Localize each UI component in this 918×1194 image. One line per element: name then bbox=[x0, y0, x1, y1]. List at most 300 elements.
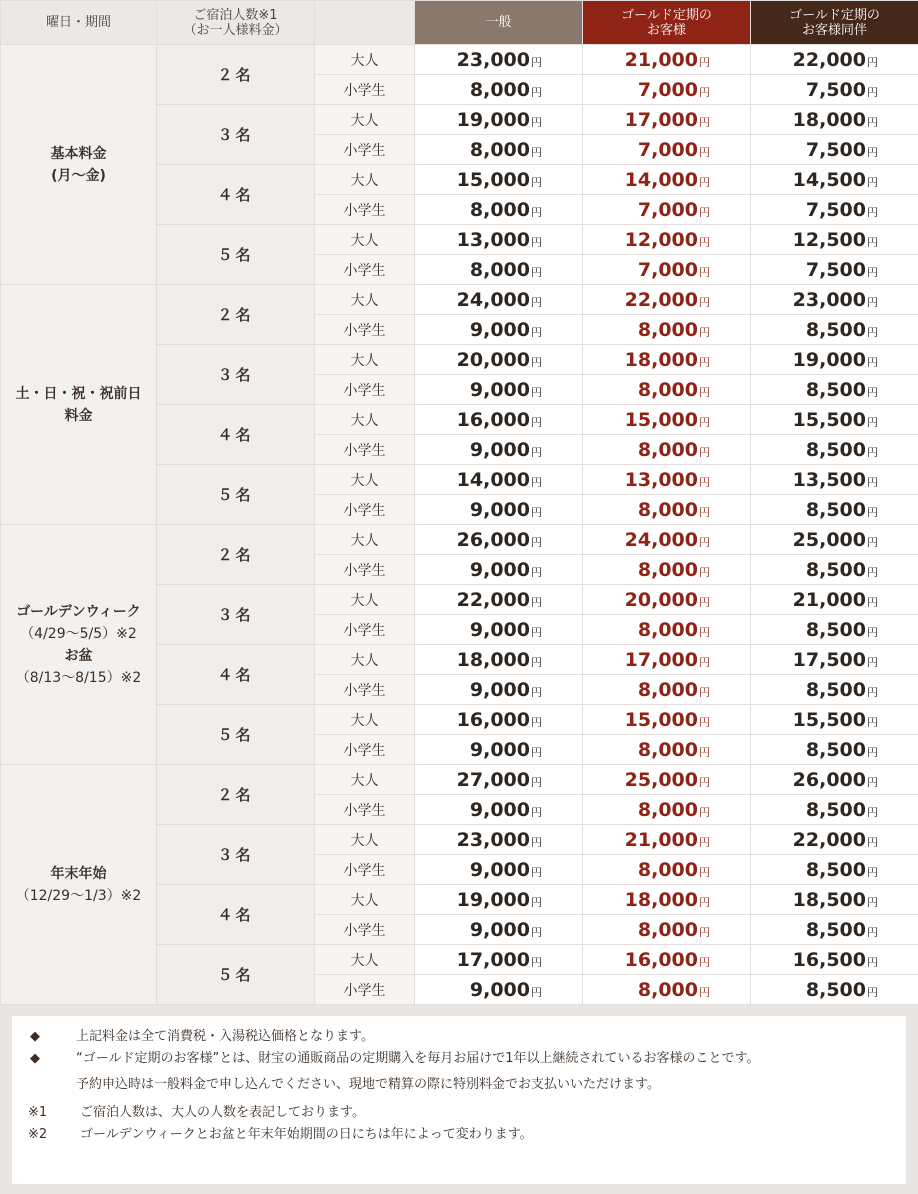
age-type-cell: 小学生 bbox=[315, 855, 415, 885]
yen-unit: 円 bbox=[531, 775, 542, 789]
price-companion-cell bbox=[751, 285, 918, 315]
yen-unit: 円 bbox=[699, 415, 710, 429]
age-type-cell: 大人 bbox=[315, 945, 415, 975]
price-value: 21,000 bbox=[624, 828, 698, 851]
yen-unit: 円 bbox=[699, 85, 710, 99]
price-value: 15,000 bbox=[624, 408, 698, 431]
price-gold-cell bbox=[583, 975, 751, 1005]
yen-unit: 円 bbox=[699, 535, 710, 549]
price-value: 9,000 bbox=[469, 618, 530, 641]
yen-unit: 円 bbox=[867, 265, 878, 279]
price-value: 7,000 bbox=[637, 198, 698, 221]
guest-count-cell: ５名 bbox=[157, 465, 315, 525]
price-general-cell bbox=[415, 75, 583, 105]
price-value: 7,500 bbox=[805, 138, 866, 161]
price-gold-cell bbox=[583, 855, 751, 885]
guest-count-cell: ３名 bbox=[157, 345, 315, 405]
price-general-cell bbox=[415, 585, 583, 615]
price-gold-cell bbox=[583, 375, 751, 405]
yen-unit: 円 bbox=[699, 505, 710, 519]
price-value: 7,000 bbox=[637, 78, 698, 101]
yen-unit: 円 bbox=[699, 955, 710, 969]
price-value: 14,000 bbox=[456, 468, 530, 491]
yen-unit: 円 bbox=[699, 865, 710, 879]
price-gold-cell bbox=[583, 645, 751, 675]
yen-unit: 円 bbox=[531, 715, 542, 729]
price-value: 18,000 bbox=[624, 348, 698, 371]
yen-unit: 円 bbox=[699, 985, 710, 999]
yen-unit: 円 bbox=[867, 865, 878, 879]
age-type-cell: 大人 bbox=[315, 765, 415, 795]
price-value: 15,500 bbox=[792, 408, 866, 431]
price-companion-cell bbox=[751, 165, 918, 195]
price-value: 8,000 bbox=[637, 678, 698, 701]
guest-count-cell: ２名 bbox=[157, 525, 315, 585]
price-value: 25,000 bbox=[792, 528, 866, 551]
age-type-cell: 小学生 bbox=[315, 735, 415, 765]
table-row bbox=[1, 765, 918, 795]
price-gold-cell bbox=[583, 765, 751, 795]
price-value: 16,000 bbox=[456, 408, 530, 431]
age-type-cell: 大人 bbox=[315, 225, 415, 255]
yen-unit: 円 bbox=[699, 475, 710, 489]
price-value: 8,000 bbox=[637, 918, 698, 941]
yen-unit: 円 bbox=[867, 295, 878, 309]
guest-count-cell: ４名 bbox=[157, 165, 315, 225]
yen-unit: 円 bbox=[699, 595, 710, 609]
price-value: 8,500 bbox=[805, 918, 866, 941]
diamond-bullet-icon: ◆ bbox=[30, 1051, 40, 1066]
price-general-cell bbox=[415, 795, 583, 825]
guest-count-cell: ３名 bbox=[157, 825, 315, 885]
price-gold-cell bbox=[583, 795, 751, 825]
yen-unit: 円 bbox=[699, 805, 710, 819]
price-value: 9,000 bbox=[469, 558, 530, 581]
price-general-cell bbox=[415, 465, 583, 495]
price-general-cell bbox=[415, 945, 583, 975]
price-general-cell bbox=[415, 675, 583, 705]
price-value: 14,000 bbox=[624, 168, 698, 191]
price-value: 7,000 bbox=[637, 138, 698, 161]
price-gold-cell bbox=[583, 105, 751, 135]
price-value: 17,000 bbox=[456, 948, 530, 971]
price-value: 9,000 bbox=[469, 918, 530, 941]
price-gold-cell bbox=[583, 525, 751, 555]
yen-unit: 円 bbox=[867, 415, 878, 429]
price-gold-cell bbox=[583, 615, 751, 645]
age-type-cell: 大人 bbox=[315, 885, 415, 915]
price-value: 21,000 bbox=[792, 588, 866, 611]
price-general-cell bbox=[415, 135, 583, 165]
yen-unit: 円 bbox=[699, 775, 710, 789]
price-companion-cell bbox=[751, 555, 918, 585]
price-value: 8,000 bbox=[469, 258, 530, 281]
yen-unit: 円 bbox=[531, 865, 542, 879]
yen-unit: 円 bbox=[867, 655, 878, 669]
age-type-cell: 小学生 bbox=[315, 375, 415, 405]
price-companion-cell bbox=[751, 795, 918, 825]
price-value: 13,000 bbox=[456, 228, 530, 251]
yen-unit: 円 bbox=[867, 205, 878, 219]
yen-unit: 円 bbox=[699, 655, 710, 669]
age-type-cell: 大人 bbox=[315, 345, 415, 375]
price-general-cell bbox=[415, 105, 583, 135]
price-gold-cell bbox=[583, 165, 751, 195]
age-type-cell: 大人 bbox=[315, 285, 415, 315]
price-value: 8,500 bbox=[805, 438, 866, 461]
price-general-cell bbox=[415, 285, 583, 315]
price-gold-cell bbox=[583, 825, 751, 855]
yen-unit: 円 bbox=[867, 835, 878, 849]
guest-count-cell: ２名 bbox=[157, 45, 315, 105]
yen-unit: 円 bbox=[699, 385, 710, 399]
yen-unit: 円 bbox=[867, 175, 878, 189]
price-general-cell bbox=[415, 45, 583, 75]
yen-unit: 円 bbox=[531, 625, 542, 639]
age-type-cell: 小学生 bbox=[315, 315, 415, 345]
yen-unit: 円 bbox=[699, 355, 710, 369]
price-value: 8,000 bbox=[637, 858, 698, 881]
yen-unit: 円 bbox=[699, 715, 710, 729]
price-value: 24,000 bbox=[456, 288, 530, 311]
period-label: 料金 bbox=[64, 407, 93, 424]
price-value: 13,000 bbox=[624, 468, 698, 491]
age-type-cell: 大人 bbox=[315, 525, 415, 555]
yen-unit: 円 bbox=[531, 835, 542, 849]
price-value: 7,500 bbox=[805, 198, 866, 221]
price-value: 23,000 bbox=[792, 288, 866, 311]
price-value: 16,000 bbox=[456, 708, 530, 731]
period-label: （4/29〜5/5）※2 bbox=[20, 625, 137, 642]
notes-box bbox=[12, 1016, 906, 1184]
price-companion-cell bbox=[751, 105, 918, 135]
price-general-cell bbox=[415, 345, 583, 375]
price-value: 18,000 bbox=[792, 108, 866, 131]
price-value: 18,000 bbox=[456, 648, 530, 671]
note-line bbox=[28, 1048, 890, 1070]
price-value: 9,000 bbox=[469, 738, 530, 761]
price-value: 22,000 bbox=[456, 588, 530, 611]
price-gold-cell bbox=[583, 45, 751, 75]
age-type-cell: 小学生 bbox=[315, 795, 415, 825]
price-general-cell bbox=[415, 225, 583, 255]
age-type-cell: 小学生 bbox=[315, 195, 415, 225]
yen-unit: 円 bbox=[531, 925, 542, 939]
price-gold-cell bbox=[583, 915, 751, 945]
header-companion: ゴールド定期の お客様同伴 bbox=[751, 1, 918, 45]
price-value: 15,500 bbox=[792, 708, 866, 731]
yen-unit: 円 bbox=[867, 745, 878, 759]
yen-unit: 円 bbox=[531, 55, 542, 69]
yen-unit: 円 bbox=[531, 175, 542, 189]
price-gold-cell bbox=[583, 135, 751, 165]
price-value: 26,000 bbox=[456, 528, 530, 551]
price-companion-cell bbox=[751, 615, 918, 645]
price-value: 8,500 bbox=[805, 378, 866, 401]
yen-unit: 円 bbox=[531, 655, 542, 669]
header-type bbox=[315, 1, 415, 45]
price-value: 8,000 bbox=[637, 378, 698, 401]
price-value: 8,500 bbox=[805, 558, 866, 581]
guest-count-cell: ５名 bbox=[157, 705, 315, 765]
yen-unit: 円 bbox=[867, 985, 878, 999]
price-value: 16,500 bbox=[792, 948, 866, 971]
price-companion-cell bbox=[751, 585, 918, 615]
guest-count-cell: ３名 bbox=[157, 105, 315, 165]
price-gold-cell bbox=[583, 255, 751, 285]
yen-unit: 円 bbox=[867, 565, 878, 579]
price-gold-cell bbox=[583, 435, 751, 465]
price-general-cell bbox=[415, 915, 583, 945]
yen-unit: 円 bbox=[867, 475, 878, 489]
yen-unit: 円 bbox=[699, 175, 710, 189]
age-type-cell: 小学生 bbox=[315, 555, 415, 585]
yen-unit: 円 bbox=[867, 55, 878, 69]
price-value: 14,500 bbox=[792, 168, 866, 191]
yen-unit: 円 bbox=[699, 205, 710, 219]
price-companion-cell bbox=[751, 525, 918, 555]
yen-unit: 円 bbox=[699, 235, 710, 249]
price-value: 9,000 bbox=[469, 498, 530, 521]
price-value: 12,500 bbox=[792, 228, 866, 251]
price-value: 7,000 bbox=[637, 258, 698, 281]
note-text: “ゴールド定期のお客様”とは、財宝の通販商品の定期購入を毎月お届けで1年以上継続されているお客様のことです。 bbox=[76, 1051, 760, 1066]
yen-unit: 円 bbox=[867, 625, 878, 639]
price-value: 22,000 bbox=[792, 828, 866, 851]
yen-unit: 円 bbox=[531, 475, 542, 489]
guest-count-cell: ２名 bbox=[157, 765, 315, 825]
header-general: 一般 bbox=[415, 1, 583, 45]
yen-unit: 円 bbox=[699, 325, 710, 339]
price-value: 19,000 bbox=[456, 108, 530, 131]
price-value: 22,000 bbox=[624, 288, 698, 311]
yen-unit: 円 bbox=[531, 895, 542, 909]
price-general-cell bbox=[415, 255, 583, 285]
price-companion-cell bbox=[751, 705, 918, 735]
price-value: 9,000 bbox=[469, 378, 530, 401]
price-companion-cell bbox=[751, 885, 918, 915]
price-companion-cell bbox=[751, 975, 918, 1005]
price-value: 8,000 bbox=[637, 798, 698, 821]
price-value: 8,000 bbox=[469, 198, 530, 221]
age-type-cell: 小学生 bbox=[315, 255, 415, 285]
yen-unit: 円 bbox=[867, 85, 878, 99]
yen-unit: 円 bbox=[867, 535, 878, 549]
price-value: 8,000 bbox=[637, 978, 698, 1001]
yen-unit: 円 bbox=[867, 325, 878, 339]
price-value: 24,000 bbox=[624, 528, 698, 551]
price-value: 20,000 bbox=[624, 588, 698, 611]
period-label: (月〜金) bbox=[51, 167, 106, 184]
note-text: 上記料金は全て消費税・入湯税込価格となります。 bbox=[76, 1029, 374, 1044]
price-table-body bbox=[1, 45, 918, 1005]
age-type-cell: 小学生 bbox=[315, 675, 415, 705]
price-value: 17,000 bbox=[624, 648, 698, 671]
note-line bbox=[28, 1102, 890, 1124]
price-gold-cell bbox=[583, 885, 751, 915]
yen-unit: 円 bbox=[699, 445, 710, 459]
note-text: ご宿泊人数は、大人の人数を表記しております。 bbox=[80, 1105, 365, 1120]
price-general-cell bbox=[415, 165, 583, 195]
price-value: 8,000 bbox=[637, 318, 698, 341]
guest-count-cell: ２名 bbox=[157, 285, 315, 345]
price-value: 8,500 bbox=[805, 318, 866, 341]
price-general-cell bbox=[415, 735, 583, 765]
price-value: 20,000 bbox=[456, 348, 530, 371]
price-value: 8,000 bbox=[637, 558, 698, 581]
yen-unit: 円 bbox=[867, 115, 878, 129]
price-companion-cell bbox=[751, 765, 918, 795]
price-value: 9,000 bbox=[469, 678, 530, 701]
yen-unit: 円 bbox=[531, 235, 542, 249]
price-value: 8,500 bbox=[805, 498, 866, 521]
price-value: 18,000 bbox=[624, 888, 698, 911]
price-companion-cell bbox=[751, 435, 918, 465]
price-value: 7,500 bbox=[805, 258, 866, 281]
price-value: 27,000 bbox=[456, 768, 530, 791]
price-general-cell bbox=[415, 435, 583, 465]
price-value: 15,000 bbox=[624, 708, 698, 731]
price-value: 21,000 bbox=[624, 48, 698, 71]
price-value: 23,000 bbox=[456, 48, 530, 71]
yen-unit: 円 bbox=[699, 925, 710, 939]
age-type-cell: 小学生 bbox=[315, 975, 415, 1005]
price-companion-cell bbox=[751, 675, 918, 705]
price-general-cell bbox=[415, 555, 583, 585]
guest-count-cell: ５名 bbox=[157, 225, 315, 285]
age-type-cell: 大人 bbox=[315, 105, 415, 135]
note-line bbox=[28, 1074, 890, 1096]
price-gold-cell bbox=[583, 555, 751, 585]
yen-unit: 円 bbox=[867, 715, 878, 729]
price-value: 8,500 bbox=[805, 978, 866, 1001]
age-type-cell: 小学生 bbox=[315, 435, 415, 465]
price-value: 23,000 bbox=[456, 828, 530, 851]
period-label: 基本料金 bbox=[50, 145, 107, 162]
diamond-bullet-icon: ◆ bbox=[30, 1029, 40, 1044]
price-general-cell bbox=[415, 855, 583, 885]
yen-unit: 円 bbox=[531, 145, 542, 159]
price-value: 8,500 bbox=[805, 858, 866, 881]
price-gold-cell bbox=[583, 315, 751, 345]
yen-unit: 円 bbox=[867, 595, 878, 609]
period-label: （8/13〜8/15）※2 bbox=[15, 669, 142, 686]
yen-unit: 円 bbox=[531, 535, 542, 549]
guest-count-cell: ３名 bbox=[157, 585, 315, 645]
period-label: 土・日・祝・祝前日 bbox=[15, 385, 142, 402]
yen-unit: 円 bbox=[867, 355, 878, 369]
price-companion-cell bbox=[751, 45, 918, 75]
yen-unit: 円 bbox=[531, 385, 542, 399]
age-type-cell: 大人 bbox=[315, 405, 415, 435]
price-value: 8,500 bbox=[805, 738, 866, 761]
yen-unit: 円 bbox=[531, 355, 542, 369]
yen-unit: 円 bbox=[699, 895, 710, 909]
price-value: 8,500 bbox=[805, 678, 866, 701]
price-companion-cell bbox=[751, 255, 918, 285]
price-companion-cell bbox=[751, 915, 918, 945]
period-cell bbox=[1, 45, 157, 285]
price-companion-cell bbox=[751, 645, 918, 675]
price-value: 8,000 bbox=[637, 738, 698, 761]
yen-unit: 円 bbox=[867, 235, 878, 249]
price-companion-cell bbox=[751, 135, 918, 165]
guest-count-cell: ４名 bbox=[157, 645, 315, 705]
yen-unit: 円 bbox=[531, 955, 542, 969]
price-gold-cell bbox=[583, 285, 751, 315]
yen-unit: 円 bbox=[531, 265, 542, 279]
yen-unit: 円 bbox=[699, 55, 710, 69]
yen-unit: 円 bbox=[699, 625, 710, 639]
yen-unit: 円 bbox=[699, 115, 710, 129]
yen-unit: 円 bbox=[699, 295, 710, 309]
price-general-cell bbox=[415, 645, 583, 675]
price-gold-cell bbox=[583, 705, 751, 735]
age-type-cell: 大人 bbox=[315, 705, 415, 735]
yen-unit: 円 bbox=[531, 745, 542, 759]
price-general-cell bbox=[415, 885, 583, 915]
price-companion-cell bbox=[751, 75, 918, 105]
yen-unit: 円 bbox=[867, 925, 878, 939]
price-general-cell bbox=[415, 615, 583, 645]
note-text: 予約申込時は一般料金で申し込んでください、現地で精算の際に特別料金でお支払いいただけます。 bbox=[76, 1077, 660, 1092]
yen-unit: 円 bbox=[867, 505, 878, 519]
price-gold-cell bbox=[583, 75, 751, 105]
price-value: 8,000 bbox=[469, 78, 530, 101]
price-companion-cell bbox=[751, 375, 918, 405]
yen-unit: 円 bbox=[531, 115, 542, 129]
price-general-cell bbox=[415, 405, 583, 435]
yen-unit: 円 bbox=[867, 145, 878, 159]
yen-unit: 円 bbox=[531, 205, 542, 219]
price-value: 12,000 bbox=[624, 228, 698, 251]
period-label: （12/29〜1/3）※2 bbox=[15, 887, 142, 904]
age-type-cell: 大人 bbox=[315, 585, 415, 615]
guest-count-cell: ５名 bbox=[157, 945, 315, 1005]
note-line bbox=[28, 1026, 890, 1048]
price-gold-cell bbox=[583, 195, 751, 225]
price-value: 17,500 bbox=[792, 648, 866, 671]
price-gold-cell bbox=[583, 675, 751, 705]
price-general-cell bbox=[415, 705, 583, 735]
yen-unit: 円 bbox=[699, 145, 710, 159]
price-value: 17,000 bbox=[624, 108, 698, 131]
age-type-cell: 大人 bbox=[315, 645, 415, 675]
period-cell bbox=[1, 525, 157, 765]
price-value: 9,000 bbox=[469, 978, 530, 1001]
price-value: 25,000 bbox=[624, 768, 698, 791]
yen-unit: 円 bbox=[867, 685, 878, 699]
yen-unit: 円 bbox=[531, 565, 542, 579]
period-cell bbox=[1, 285, 157, 525]
period-label: 年末年始 bbox=[50, 865, 107, 882]
price-general-cell bbox=[415, 315, 583, 345]
price-general-cell bbox=[415, 525, 583, 555]
yen-unit: 円 bbox=[867, 955, 878, 969]
age-type-cell: 大人 bbox=[315, 465, 415, 495]
price-value: 19,000 bbox=[456, 888, 530, 911]
yen-unit: 円 bbox=[699, 265, 710, 279]
price-value: 19,000 bbox=[792, 348, 866, 371]
price-value: 16,000 bbox=[624, 948, 698, 971]
price-gold-cell bbox=[583, 735, 751, 765]
note-line bbox=[28, 1124, 890, 1146]
age-type-cell: 小学生 bbox=[315, 915, 415, 945]
age-type-cell: 大人 bbox=[315, 45, 415, 75]
yen-unit: 円 bbox=[531, 985, 542, 999]
price-companion-cell bbox=[751, 345, 918, 375]
yen-unit: 円 bbox=[867, 385, 878, 399]
